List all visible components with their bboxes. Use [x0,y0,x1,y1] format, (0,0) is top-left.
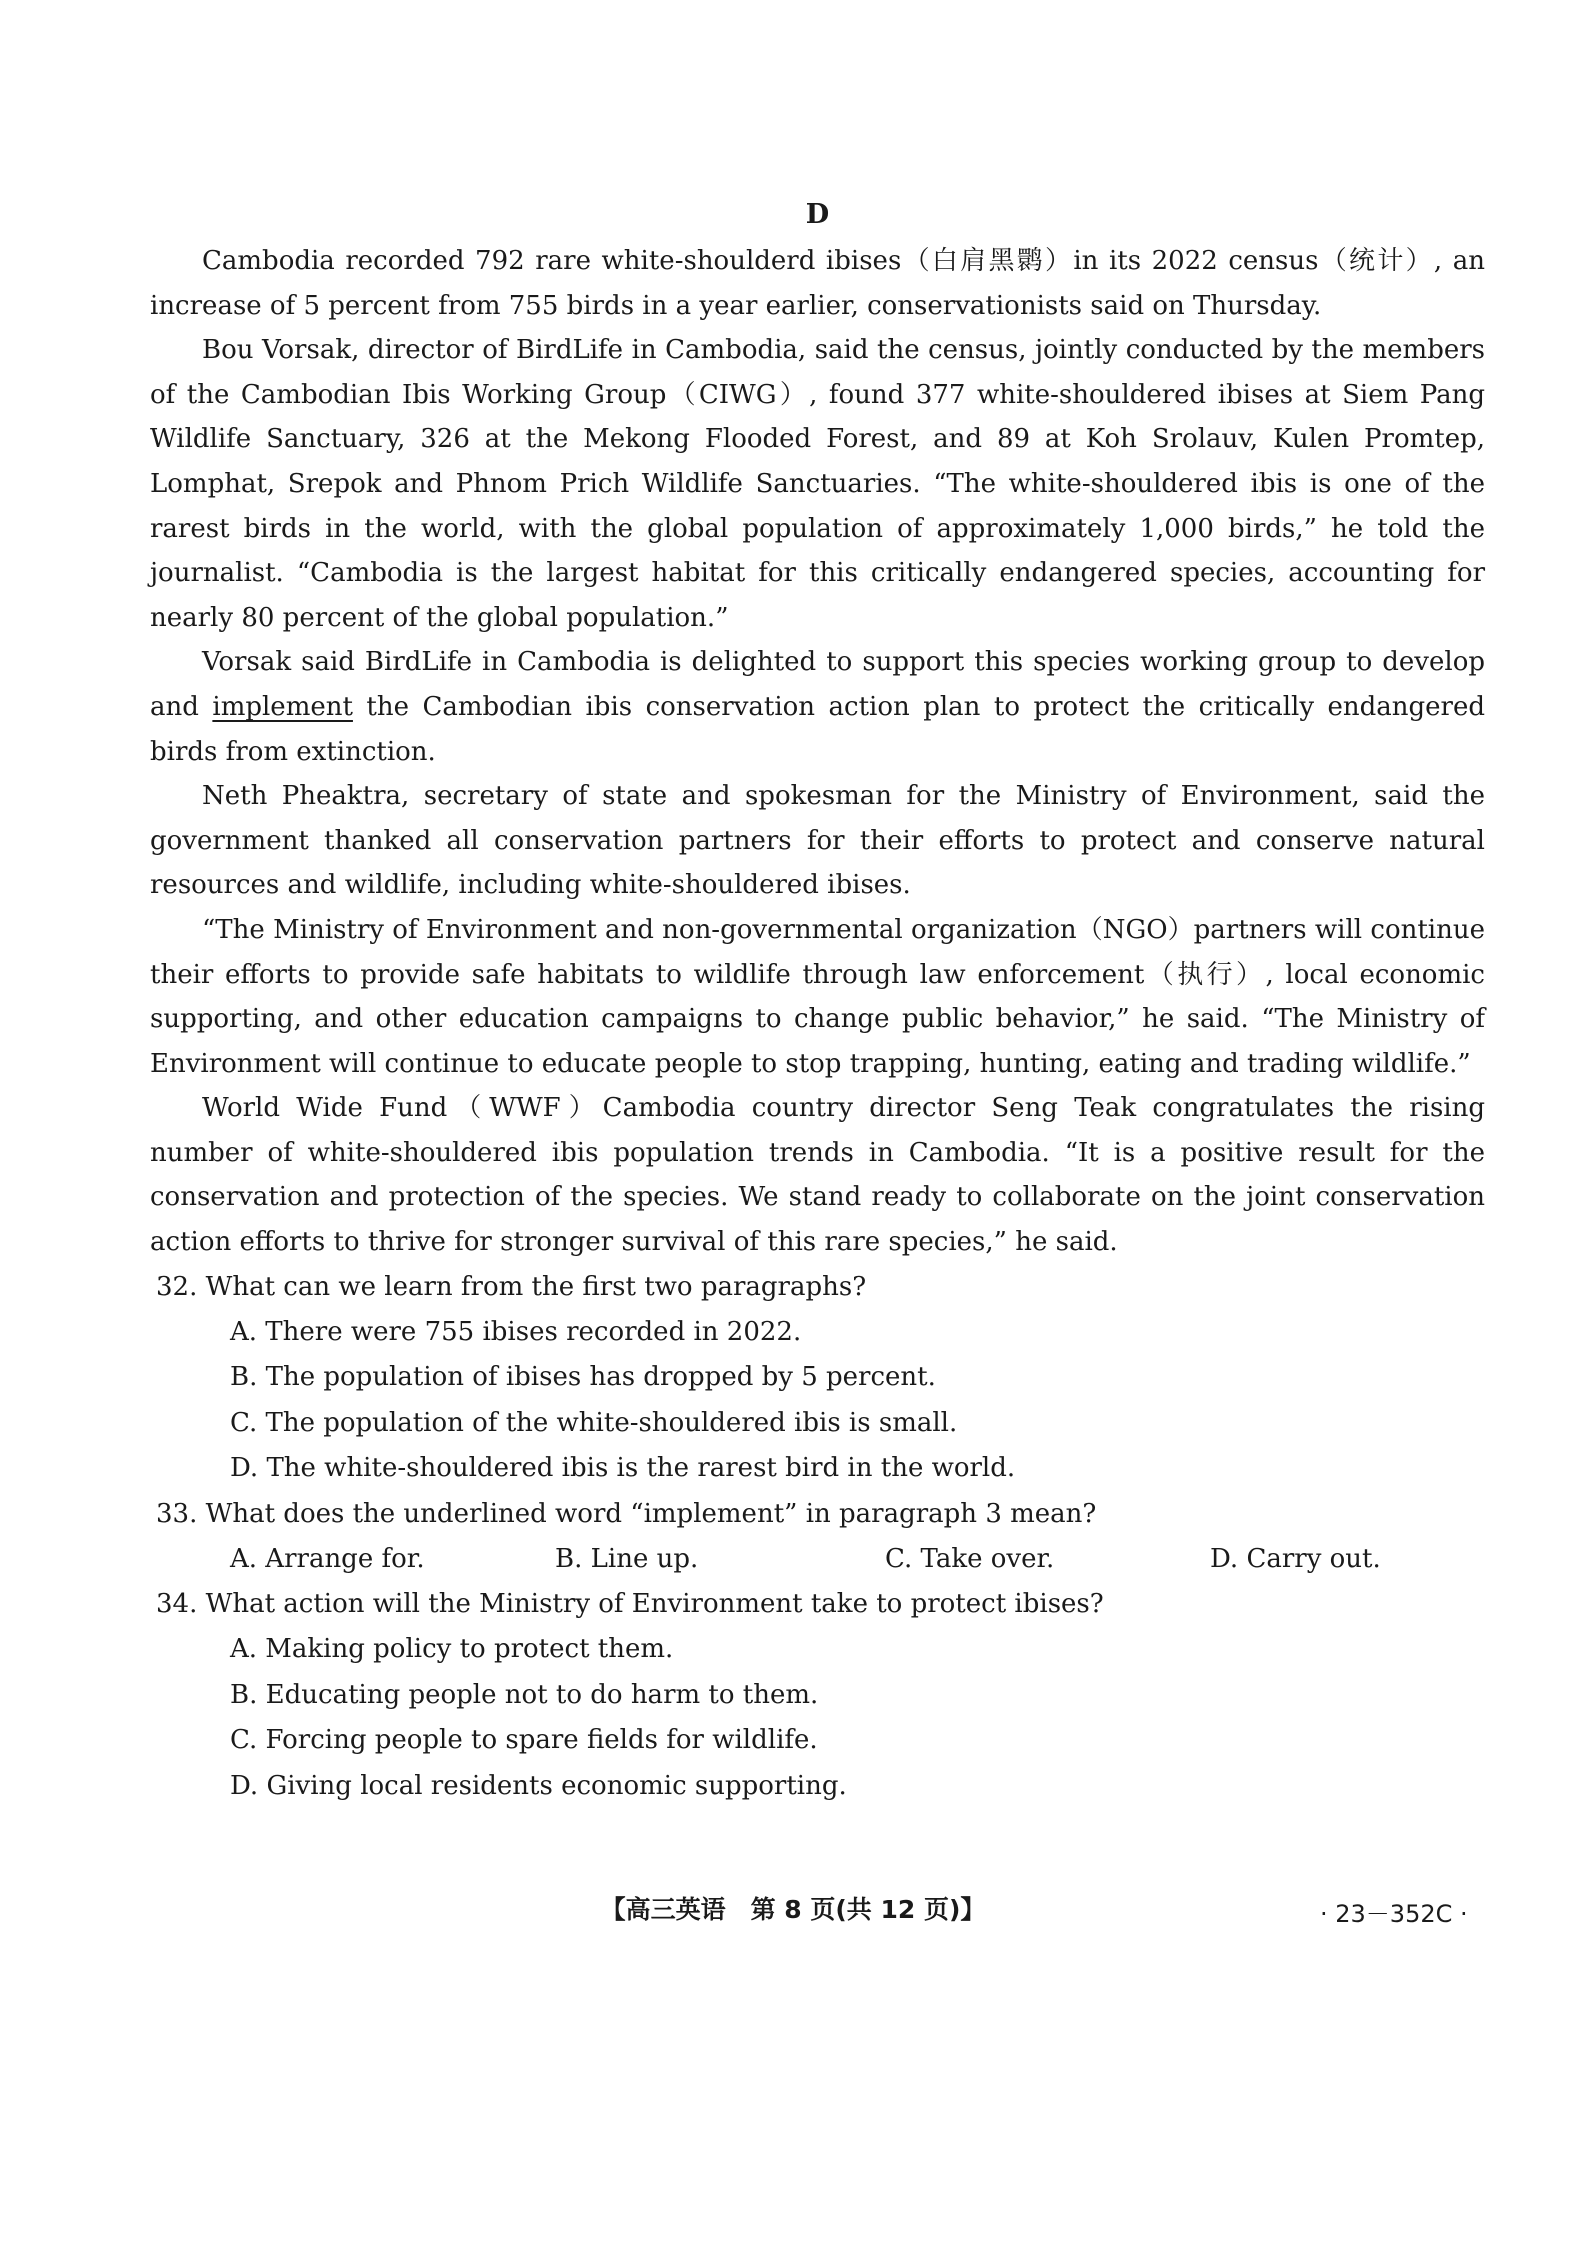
options [150,1627,1485,1809]
underlined-word: implement [212,691,353,722]
option-d: D. Carry out. [1210,1543,1381,1574]
paragraph-2: Bou Vorsak, director of BirdLife in Cambodia, said the census, jointly conducted by the members of the Cambodian Ibis Working Group（CIWG）, found 377 white-shouldered ibises at Siem Pang Wildlife Sanctuary, 326 at the Mekong Flooded Forest, and 89 at Koh Srolauv, Kulen Promtep, Lomphat, Srepok and Phnom Prich Wildlife Sanctuaries. “The white-shouldered ibis is one of the rarest birds in the world, with the global population of approximately 1,000 birds,” he told the journalist. “Cambodia is the largest habitat for this critically endangered species, accounting for nearly 80 percent of the global population.” [150,335,1485,633]
option-c: C. Forcing people to spare fields for wildlife. [230,1725,818,1756]
option-a: A. Making policy to protect them. [230,1634,674,1665]
question-34 [150,1582,1485,1809]
option-b: B. Line up. [555,1543,699,1574]
option-b: B. Educating people not to do harm to them. [230,1679,819,1710]
paragraph-3: Vorsak said BirdLife in Cambodia is delighted to support this species working group to develop and implement the Cambodian ibis conservation action plan to protect the critically endangered birds from extinction. [150,647,1486,767]
question-33 [150,1492,1485,1583]
option-d: D. The white-shouldered ibis is the rarest bird in the world. [230,1453,1016,1484]
option-a: A. Arrange for. [230,1543,425,1574]
question-text: 32. What can we learn from the first two paragraphs? [156,1271,867,1302]
option-d: D. Giving local residents economic supporting. [230,1770,847,1801]
page-footer-code: · 23－352C · [1320,1900,1468,1928]
paragraph-4: Neth Pheaktra, secretary of state and spokesman for the Ministry of Environment, said the government thanked all conservation partners for their efforts to protect and conserve natural resources and wildlife, including white-shouldered ibises. [150,781,1485,901]
option-a: A. There were 755 ibises recorded in 2022. [230,1316,802,1347]
question-32 [150,1265,1485,1492]
paragraph-6: World Wide Fund（WWF）Cambodia country director Seng Teak congratulates the rising number of white-shouldered ibis population trends in Cambodia. “It is a positive result for the conservation and protection of the species. We stand ready to collaborate on the joint conservation action efforts to thrive for stronger survival of this rare species,” he said. [150,1093,1485,1258]
option-c: C. Take over. [885,1543,1055,1574]
option-c: C. The population of the white-shouldered ibis is small. [230,1407,958,1438]
section-letter: D [805,199,830,230]
page-footer-title: 【高三英语 第 8 页(共 12 页)】 [600,1895,986,1924]
options [150,1310,1485,1492]
passage [150,239,1485,1265]
option-b: B. The population of ibises has dropped by 5 percent. [230,1362,936,1393]
question-text: 33. What does the underlined word “implement” in paragraph 3 mean? [156,1498,1097,1529]
paragraph-1: Cambodia recorded 792 rare white-shoulderd ibises（白肩黑鹮）in its 2022 census（统计）, an increase of 5 percent from 755 birds in a year earlier, conservationists said on Thursday. [150,246,1485,321]
question-text: 34. What action will the Ministry of Environment take to protect ibises? [156,1589,1104,1620]
exam-page [150,195,1485,1809]
options [150,1537,1485,1583]
paragraph-5: “The Ministry of Environment and non-governmental organization（NGO）partners will continue their efforts to provide safe habitats to wildlife through law enforcement（执行）, local economic supporting, and other education campaigns to change public behavior,” he said. “The Ministry of Environment will continue to educate people to stop trapping, hunting, eating and trading wildlife.” [150,914,1485,1079]
